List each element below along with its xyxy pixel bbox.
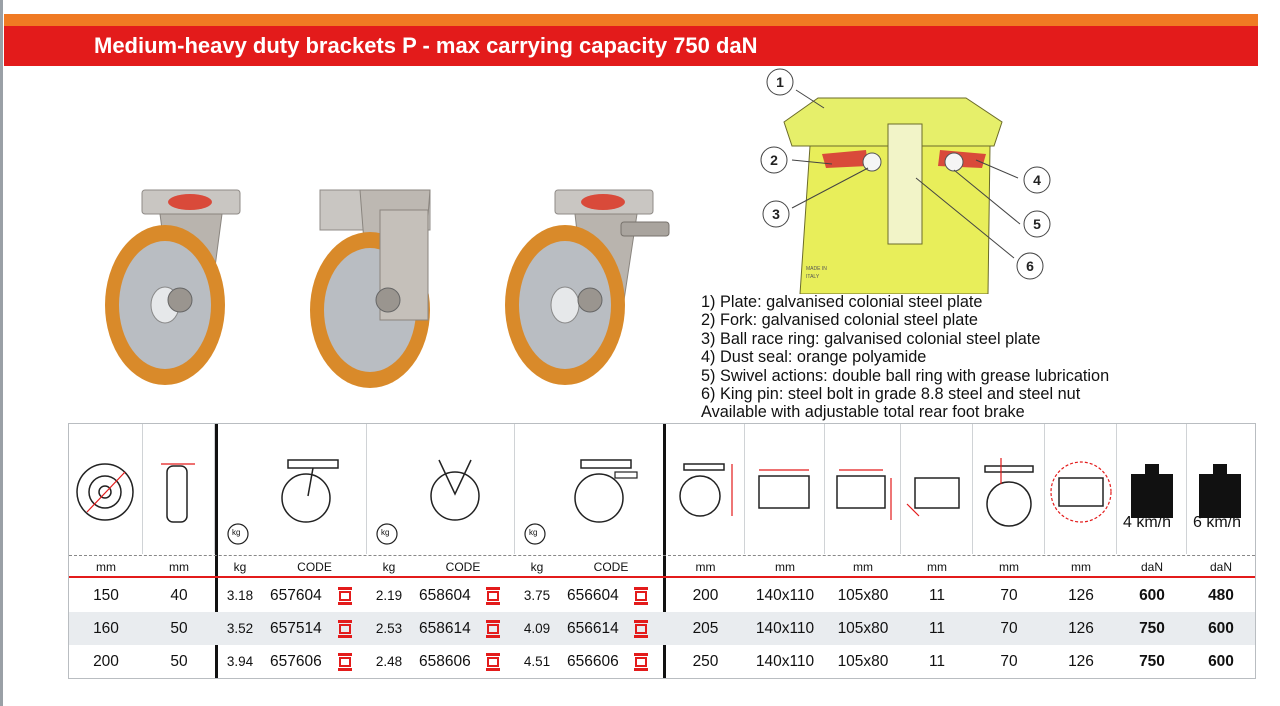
product-code[interactable]: 656606 [567, 653, 619, 670]
swivel-radius-icon [1045, 424, 1117, 554]
cell-w: 50 [170, 620, 188, 637]
cell-holes: 105x80 [837, 653, 889, 670]
red-caster-icon [633, 619, 649, 639]
cell-w: 50 [170, 653, 188, 670]
red-separator [69, 576, 1255, 578]
overall-height-icon [666, 424, 745, 554]
cell-h: 205 [692, 620, 719, 637]
product-code[interactable]: 656614 [567, 620, 619, 637]
cell-radius: 126 [1068, 653, 1094, 670]
cell-radius: 126 [1068, 587, 1094, 604]
plate-size-icon [745, 424, 825, 554]
spec-item: 2) Fork: galvanised colonial steel plate [701, 311, 978, 330]
cell-cap6: 480 [1208, 587, 1234, 604]
cell-kg2: 2.48 [375, 654, 403, 669]
cell-d: 150 [93, 587, 119, 604]
cell-kg1: 3.94 [226, 654, 254, 669]
cell-plate: 140x110 [755, 587, 815, 604]
cell-kg3: 4.09 [523, 621, 551, 636]
cell-kg1: 3.52 [226, 621, 254, 636]
cell-radius: 126 [1068, 620, 1094, 637]
icon-cell-width [143, 424, 215, 554]
icon-cell-swivel [218, 424, 367, 554]
unit-header: mm [999, 560, 1019, 574]
unit-header: CODE [445, 560, 481, 574]
callout-5: 5 [1033, 216, 1041, 232]
code-cell [411, 645, 515, 678]
red-caster-icon [485, 652, 501, 672]
cell-bolt: 11 [928, 653, 946, 670]
cell-cap4: 750 [1139, 653, 1165, 670]
spec-item: 4) Dust seal: orange polyamide [701, 348, 927, 367]
speed-label-4: 4 km/h [1123, 514, 1172, 531]
cell-plate: 140x110 [755, 620, 815, 637]
icon-cell-bolt [901, 424, 973, 554]
unit-header: mm [695, 560, 716, 574]
icon-cell-radius [1045, 424, 1117, 554]
spec-item: 3) Ball race ring: galvanised colonial steel plate [701, 329, 1041, 348]
code-cell [559, 579, 663, 612]
cell-bolt: 11 [928, 587, 946, 604]
spec-item: 5) Swivel actions: double ball ring with grease lubrication [701, 366, 1110, 385]
unit-header: CODE [297, 560, 332, 574]
spec-item: 6) King pin: steel bolt in grade 8.8 steel and steel nut [701, 385, 1081, 404]
code-cell [559, 645, 663, 678]
icon-cell-brake [515, 424, 663, 554]
callout-3: 3 [772, 206, 780, 222]
icon-cell-plate [745, 424, 825, 554]
cell-h: 200 [692, 587, 719, 604]
spec-item: 1) Plate: galvanised colonial steel plate [701, 293, 983, 311]
unit-header: mm [1071, 560, 1091, 574]
product-photos [90, 170, 680, 400]
product-code[interactable]: 657514 [270, 620, 322, 637]
code-cell [262, 579, 367, 612]
left-edge-bar [0, 0, 3, 706]
cell-kg1: 3.18 [226, 588, 254, 603]
cell-plate: 140x110 [755, 653, 815, 670]
specs-list [701, 293, 1109, 422]
unit-header: mm [775, 560, 795, 574]
icon-cell-cap4 [1117, 424, 1187, 554]
code-cell [411, 612, 515, 645]
cell-kg3: 3.75 [523, 588, 551, 603]
red-caster-icon [485, 586, 501, 606]
callout-6: 6 [1026, 258, 1034, 274]
product-code[interactable]: 657604 [270, 587, 322, 604]
orange-header-strip [4, 14, 1258, 26]
red-caster-icon [337, 619, 353, 639]
fixed-caster-photo [300, 170, 470, 390]
icon-cell-holes [825, 424, 901, 554]
cell-cap4: 750 [1139, 620, 1165, 637]
wheel-width-icon [143, 424, 215, 554]
red-caster-icon [337, 652, 353, 672]
code-cell [262, 612, 367, 645]
load-weight-icon [1187, 424, 1255, 554]
unit-header: CODE [593, 560, 629, 574]
swivel-offset-icon [973, 424, 1045, 554]
red-caster-icon [485, 619, 501, 639]
icon-cell-cap6 [1187, 424, 1255, 554]
unit-header: mm [169, 560, 189, 574]
icon-header-row [69, 424, 1255, 556]
unit-header: kg [530, 560, 544, 574]
product-code[interactable]: 656604 [567, 587, 619, 604]
unit-header: mm [96, 560, 116, 574]
spec-note: Available with adjustable total rear foot brake [701, 403, 1025, 422]
cell-cap4: 600 [1139, 587, 1165, 604]
cell-kg3: 4.51 [523, 654, 551, 669]
wheel-diameter-icon [69, 424, 143, 554]
red-caster-icon [337, 586, 353, 606]
callout-1: 1 [776, 74, 784, 90]
speed-label-6: 6 km/h [1193, 514, 1242, 531]
product-code[interactable]: 658614 [419, 620, 471, 637]
red-caster-icon [633, 652, 649, 672]
code-cell [262, 645, 367, 678]
product-table [68, 423, 1256, 679]
cell-d: 200 [93, 653, 119, 670]
cell-cap6: 600 [1208, 620, 1234, 637]
unit-header: daN [1209, 560, 1232, 574]
cell-offset: 70 [1000, 620, 1018, 637]
unit-header: mm [853, 560, 873, 574]
table-row [69, 579, 1255, 612]
diagram-marking-1: MADE IN [806, 266, 827, 272]
cell-holes: 105x80 [837, 620, 889, 637]
cell-offset: 70 [1000, 653, 1018, 670]
cell-d: 160 [93, 620, 119, 637]
icon-cell-offset [973, 424, 1045, 554]
cell-cap6: 600 [1208, 653, 1234, 670]
unit-header: kg [382, 560, 396, 574]
diagram-marking-2: ITALY [806, 274, 820, 280]
red-caster-icon [633, 586, 649, 606]
dashed-separator [69, 555, 1255, 556]
cell-kg2: 2.19 [375, 588, 403, 603]
weight-icon-label: kg [529, 528, 538, 537]
product-code[interactable]: 658606 [419, 653, 471, 670]
unit-header: kg [233, 560, 247, 574]
unit-header: daN [1140, 560, 1163, 574]
load-weight-icon [1117, 424, 1187, 554]
swivel-caster-photo [90, 180, 260, 390]
product-code[interactable]: 658604 [419, 587, 471, 604]
icon-cell-fixed [367, 424, 515, 554]
brake-caster-photo [495, 180, 680, 390]
cell-kg2: 2.53 [375, 621, 403, 636]
cell-h: 250 [692, 653, 719, 670]
product-code[interactable]: 657606 [270, 653, 322, 670]
callout-2: 2 [770, 152, 778, 168]
bolt-hole-icon [901, 424, 973, 554]
cell-holes: 105x80 [837, 587, 889, 604]
icon-cell-diameter [69, 424, 143, 554]
cell-bolt: 11 [928, 620, 946, 637]
page-title: Medium-heavy duty brackets P - max carrying capacity 750 daN [4, 26, 1258, 66]
hole-spacing-icon [825, 424, 901, 554]
table-row [69, 645, 1255, 678]
icon-cell-height [666, 424, 745, 554]
cutaway-diagram [740, 58, 1070, 294]
weight-icon-label: kg [232, 528, 241, 537]
code-cell [559, 612, 663, 645]
cell-offset: 70 [1000, 587, 1018, 604]
cell-w: 40 [170, 587, 188, 604]
table-row [69, 612, 1255, 645]
callout-4: 4 [1033, 172, 1041, 188]
code-cell [411, 579, 515, 612]
weight-icon-label: kg [381, 528, 390, 537]
unit-header: mm [927, 560, 947, 574]
